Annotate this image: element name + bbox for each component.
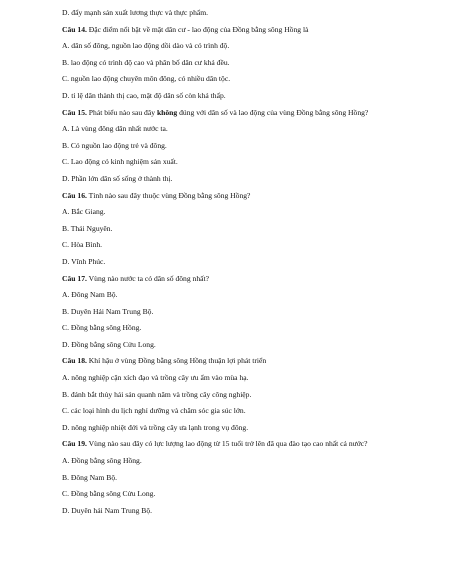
option-c: C. Lao động có kinh nghiệm sản xuất.: [62, 157, 178, 167]
option-d: D. nông nghiệp nhiệt đới và trồng cây ưa lạnh trong vụ đông.: [62, 422, 249, 432]
question-text: Phát biểu nào sau đây: [86, 107, 157, 117]
question-number: Câu 18.: [62, 356, 87, 366]
option-d: D. Phần lớn dân số sống ở thành thị.: [62, 173, 173, 183]
option-d-q13: D. đẩy mạnh sản xuất lương thực và thực phẩm.: [62, 8, 209, 17]
question-15: [62, 106, 388, 120]
question-text: đúng với dân số và lao động của vùng Đồng bằng sông Hồng?: [177, 107, 369, 117]
option-c: C. Đồng bằng sông Hồng.: [62, 323, 142, 333]
question-number: Câu 15.: [62, 107, 87, 117]
option-a: A. dân số đông, nguồn lao động dồi dào và có trình độ.: [62, 41, 230, 51]
option-d: D. Duyên hải Nam Trung Bộ.: [62, 505, 153, 515]
option-c: C. Hòa Bình.: [62, 240, 103, 250]
question-text: Vùng nào nước ta có dân số đông nhất?: [86, 273, 209, 283]
option-a: A. Là vùng đông dân nhất nước ta.: [62, 124, 168, 134]
option-c: C. nguồn lao động chuyên môn đông, có nhiều dân tộc.: [62, 74, 231, 84]
option-d: D. Đồng bằng sông Cửu Long.: [62, 339, 156, 349]
emphasis-word: không: [156, 107, 178, 117]
question-text: Tỉnh nào sau đây thuộc vùng Đồng bằng sông Hồng?: [86, 190, 251, 200]
option-a: A. nông nghiệp cận xích đạo và trồng cây ưu ẩm vào mùa hạ.: [62, 373, 249, 383]
option-c: C. các loại hình du lịch nghỉ dưỡng và chăm sóc gia súc lớn.: [62, 406, 246, 416]
document-page: [62, 5, 388, 519]
question-16: [62, 188, 388, 205]
option-b: B. đánh bắt thủy hải sản quanh năm và trồng cây công nghiệp.: [62, 389, 252, 399]
option-b: B. Thái Nguyên.: [62, 223, 113, 233]
question-number: Câu 14.: [62, 24, 87, 34]
question-number: Câu 19.: [62, 439, 87, 449]
question-17: [62, 271, 388, 288]
question-number: Câu 16.: [62, 190, 87, 200]
question-text: Vùng nào sau đây có lực lượng lao động từ 15 tuổi trở lên đã qua đào tạo cao nhất cả nước?: [86, 439, 368, 449]
question-19: [62, 437, 388, 451]
option-b: B. Có nguồn lao động trẻ và đông.: [62, 140, 167, 150]
option-d: D. Vĩnh Phúc.: [62, 256, 106, 266]
option-b: B. lao động có trình độ cao và phân bố dân cư khá đều.: [62, 57, 230, 67]
option-d: D. tỉ lệ dân thành thị cao, mật độ dân số còn khá thấp.: [62, 90, 226, 100]
option-b: B. Duyên Hải Nam Trung Bộ.: [62, 306, 154, 316]
question-14: [62, 22, 388, 39]
question-18: [62, 353, 388, 370]
option-a: A. Bắc Giang.: [62, 207, 106, 217]
question-text: Khí hậu ở vùng Đồng bằng sông Hồng thuận lợi phát triển: [86, 356, 267, 366]
question-number: Câu 17.: [62, 273, 87, 283]
question-text: Đặc điểm nổi bật về mặt dân cư - lao động của Đồng bằng sông Hồng là: [86, 24, 309, 34]
option-c: C. Đồng bằng sông Cửu Long.: [62, 489, 156, 499]
option-b: B. Đông Nam Bộ.: [62, 472, 118, 482]
option-a: A. Đồng bằng sông Hồng.: [62, 456, 142, 466]
option-a: A. Đông Nam Bộ.: [62, 290, 118, 300]
